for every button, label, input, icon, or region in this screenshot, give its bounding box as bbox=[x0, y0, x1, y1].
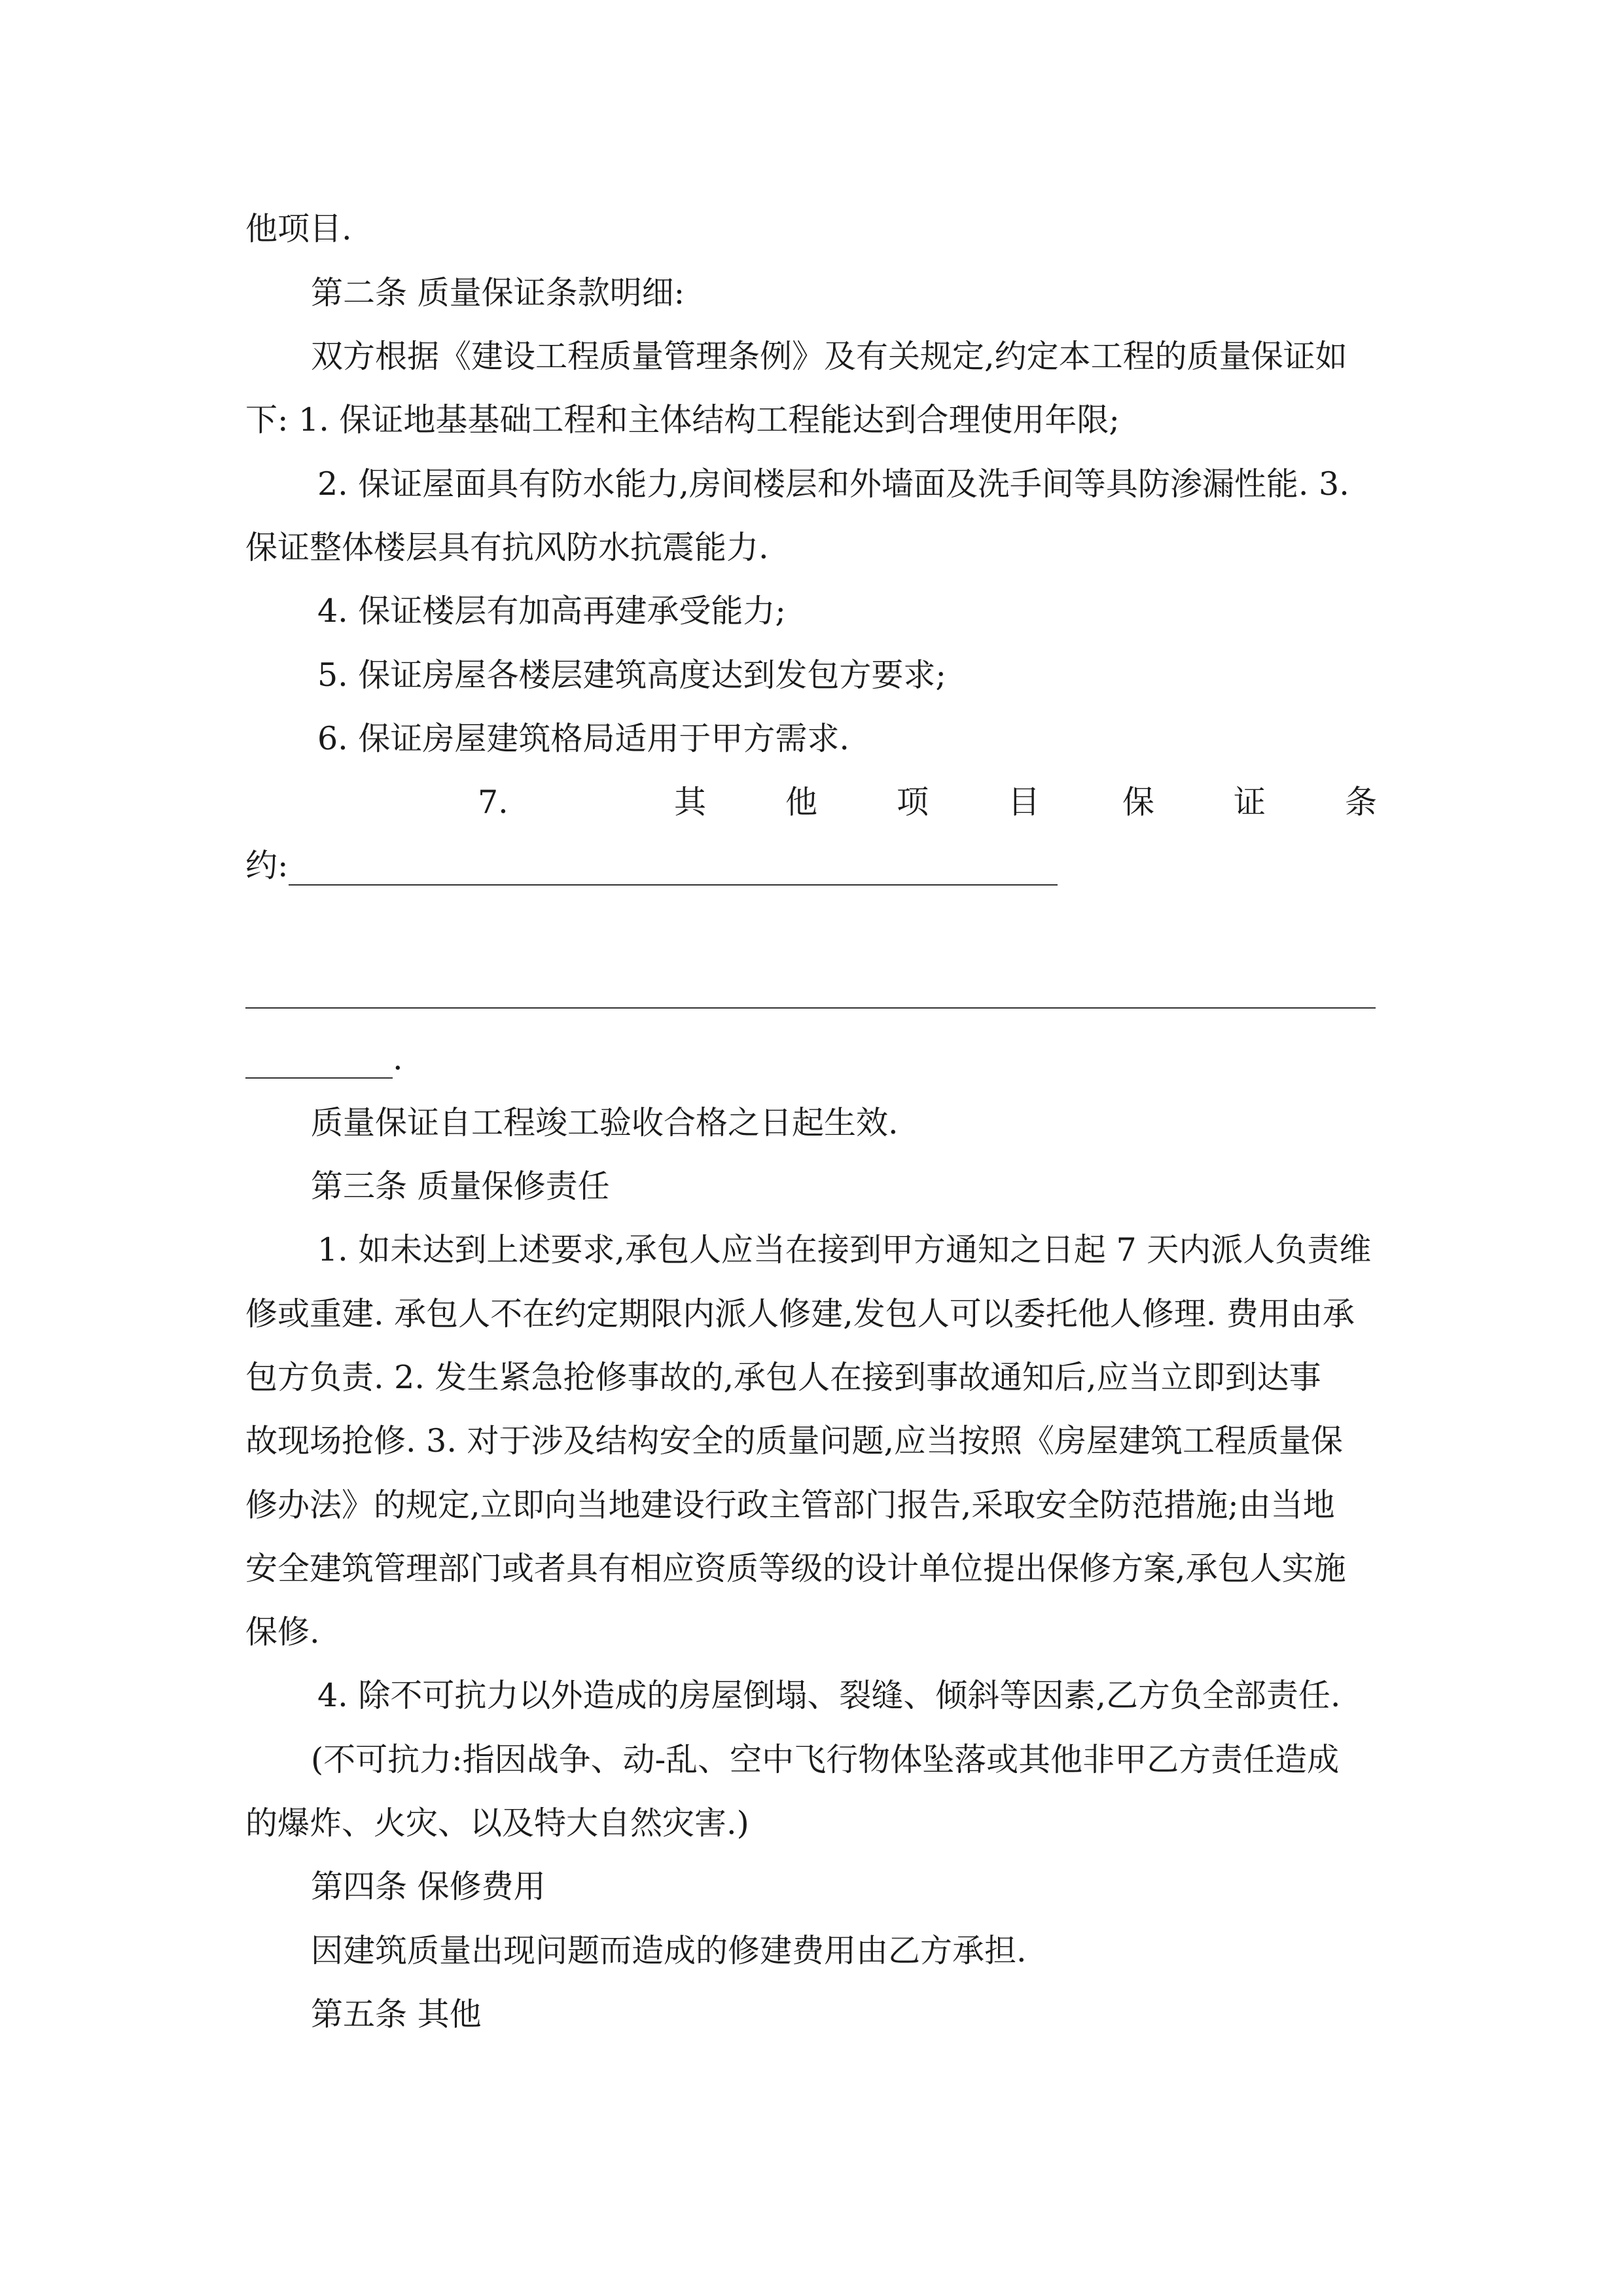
blank-end-line bbox=[245, 1039, 403, 1079]
fill-in-blank-full-line bbox=[245, 1007, 1376, 1009]
text-line-16: 包方负责. 2. 发生紧急抢修事故的,承包人在接到事故通知后,应当立即到达事 bbox=[245, 1359, 1321, 1396]
text-line-5: 2. 保证屋面具有防水能力,房间楼层和外墙面及洗手间等具防渗漏性能. 3. bbox=[317, 465, 1349, 503]
text-line-22: (不可抗力:指因战争、动-乱、空中飞行物体坠落或其他非甲乙方责任造成 bbox=[311, 1741, 1340, 1778]
text-line-1: 他项目. bbox=[245, 210, 352, 247]
text-line-12: 质量保证自工程竣工验收合格之日起生效. bbox=[311, 1104, 899, 1141]
text-line-20: 保修. bbox=[245, 1613, 320, 1651]
article-2-heading: 第二条 质量保证条款明细: bbox=[311, 274, 685, 312]
text-line-6: 保证整体楼层具有抗风防水抗震能力. bbox=[245, 529, 769, 566]
text-line-9: 6. 保证房屋建筑格局适用于甲方需求. bbox=[317, 720, 849, 757]
text-line-3: 双方根据《建设工程质量管理条例》及有关规定,约定本工程的质量保证如 bbox=[311, 338, 1347, 375]
fill-in-blank-short bbox=[245, 1049, 393, 1079]
article-5-heading: 第五条 其他 bbox=[311, 1996, 482, 2033]
item-7-word: 其 bbox=[674, 783, 707, 821]
item-7-word: 证 bbox=[1234, 783, 1266, 821]
article-4-heading: 第四条 保修费用 bbox=[311, 1868, 546, 1905]
text-line-17: 故现场抢修. 3. 对于涉及结构安全的质量问题,应当按照《房屋建筑工程质量保 bbox=[245, 1422, 1344, 1460]
item-7-label: 约: bbox=[245, 847, 289, 884]
text-line-19: 安全建筑管理部门或者具有相应资质等级的设计单位提出保修方案,承包人实施 bbox=[245, 1550, 1346, 1587]
text-line-21: 4. 除不可抗力以外造成的房屋倒塌、裂缝、倾斜等因素,乙方负全部责任. bbox=[317, 1677, 1341, 1714]
fill-in-blank bbox=[289, 855, 1058, 886]
blank-end-period: . bbox=[393, 1040, 403, 1077]
text-line-15: 修或重建. 承包人不在约定期限内派人修建,发包人可以委托他人修理. 费用由承 bbox=[245, 1295, 1355, 1333]
item-7-word: 保 bbox=[1122, 783, 1155, 821]
item-7-word: 项 bbox=[897, 783, 929, 821]
text-line-14: 1. 如未达到上述要求,承包人应当在接到甲方通知之日起 7 天内派人负责维 bbox=[317, 1231, 1372, 1268]
text-line-8: 5. 保证房屋各楼层建筑高度达到发包方要求; bbox=[317, 656, 946, 694]
text-line-4: 下: 1. 保证地基基础工程和主体结构工程能达到合理使用年限; bbox=[245, 401, 1120, 439]
text-line-18: 修办法》的规定,立即向当地建设行政主管部门报告,采取安全防范措施;由当地 bbox=[245, 1486, 1335, 1524]
item-7-word: 条 bbox=[1345, 783, 1378, 821]
item-7-heading bbox=[245, 783, 1376, 822]
item-7-word: 7. bbox=[478, 783, 508, 821]
item-7-word: 他 bbox=[785, 783, 818, 821]
text-line-23: 的爆炸、火灾、以及特大自然灾害.) bbox=[245, 1804, 749, 1842]
item-7-fill-line bbox=[245, 846, 1058, 886]
item-7-word: 目 bbox=[1008, 783, 1041, 821]
article-3-heading: 第三条 质量保修责任 bbox=[311, 1168, 610, 1205]
text-line-25: 因建筑质量出现问题而造成的修建费用由乙方承担. bbox=[311, 1932, 1027, 1969]
text-line-7: 4. 保证楼层有加高再建承受能力; bbox=[317, 592, 786, 630]
